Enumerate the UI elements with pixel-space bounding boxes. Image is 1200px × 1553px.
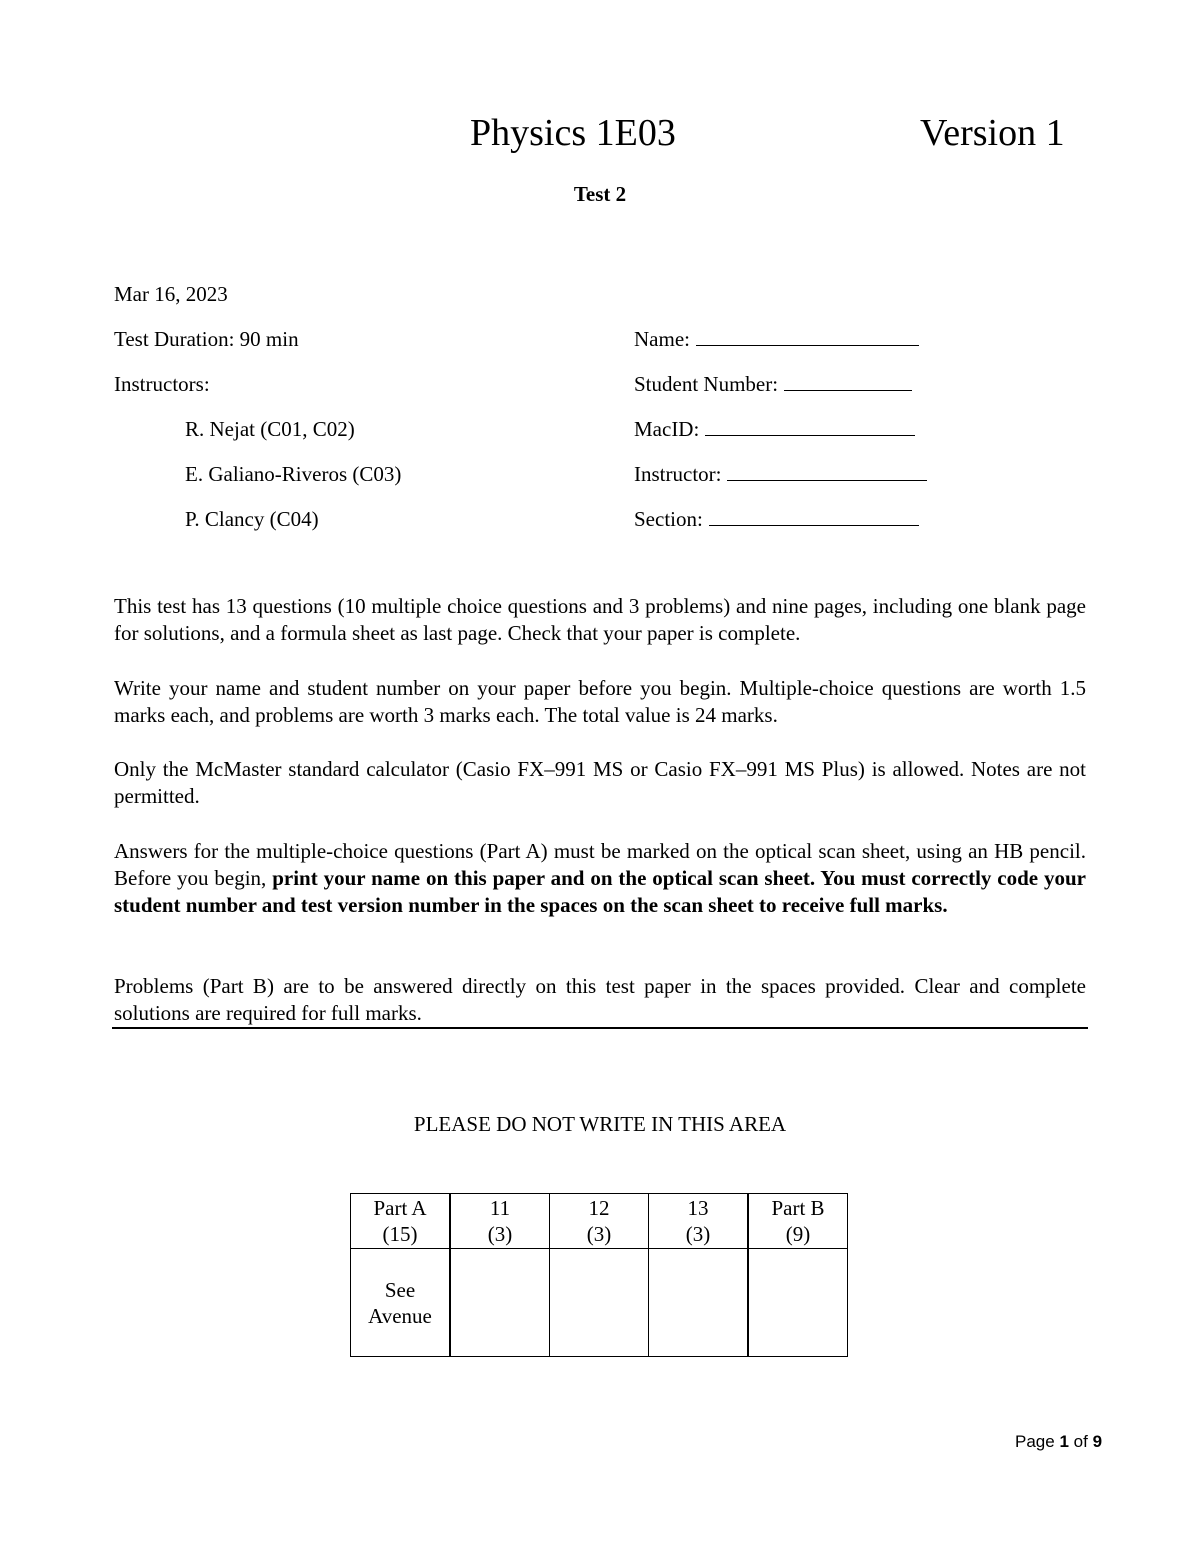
instructor-label: Instructor: bbox=[634, 462, 722, 486]
instructions-paragraph-4 bbox=[114, 838, 1086, 919]
column-marks: (3) bbox=[685, 1222, 711, 1246]
instructions-paragraph-2: Write your name and student number on your paper before you begin. Multiple-choice questions are worth 1.5 marks each, and problems are worth 3 marks each. The total value is 24 marks. bbox=[114, 676, 1086, 727]
page-total: 9 bbox=[1092, 1432, 1103, 1451]
column-marks: (9) bbox=[785, 1222, 811, 1246]
column-label: 13 bbox=[687, 1196, 709, 1220]
section-blank[interactable] bbox=[709, 506, 919, 526]
section-field[interactable] bbox=[634, 506, 919, 532]
column-label: 11 bbox=[489, 1196, 511, 1220]
instructor-entry: R. Nejat (C01, C02) bbox=[185, 417, 355, 441]
instructions-paragraph-1: This test has 13 questions (10 multiple choice questions and 3 problems) and nine pages, including one blank page for solutions, and a formula sheet as last page. Check that your paper is complete. bbox=[114, 594, 1086, 645]
marks-table bbox=[350, 1193, 848, 1357]
of-label: of bbox=[1073, 1432, 1088, 1451]
version-label: Version 1 bbox=[920, 112, 1065, 154]
page-label: Page bbox=[1015, 1432, 1055, 1451]
marks-header-q13 bbox=[649, 1194, 749, 1249]
marks-header-q11 bbox=[450, 1194, 550, 1249]
test-date: Mar 16, 2023 bbox=[114, 282, 228, 306]
macid-field[interactable] bbox=[634, 416, 915, 442]
student-number-label: Student Number: bbox=[634, 372, 779, 396]
instructions-p4-bold: print your name on this paper and on the optical scan sheet. You must correctly code your student number and test version number in the spaces on the scan sheet to receive full marks. bbox=[114, 866, 1086, 917]
instructor-field[interactable] bbox=[634, 461, 927, 487]
page-number bbox=[1015, 1432, 1102, 1452]
marks-header-part-a bbox=[351, 1194, 451, 1249]
instructions-paragraph-5: Problems (Part B) are to be answered directly on this test paper in the spaces provided. Clear and complete solutions are required for full marks. bbox=[114, 974, 1086, 1025]
part-a-note: Avenue bbox=[368, 1303, 432, 1328]
marks-header-part-b bbox=[748, 1194, 848, 1249]
column-marks: (3) bbox=[586, 1222, 612, 1246]
part-a-note: See bbox=[384, 1277, 416, 1302]
instructors-label: Instructors: bbox=[114, 372, 210, 396]
marks-cell-q13 bbox=[649, 1249, 749, 1357]
do-not-write-notice: PLEASE DO NOT WRITE IN THIS AREA bbox=[413, 1112, 787, 1136]
section-label: Section: bbox=[634, 507, 703, 531]
student-number-field[interactable] bbox=[634, 371, 912, 397]
instructor-entry: P. Clancy (C04) bbox=[185, 507, 319, 531]
page-current: 1 bbox=[1059, 1432, 1069, 1451]
test-duration: Test Duration: 90 min bbox=[114, 327, 299, 351]
marks-header-q12 bbox=[550, 1194, 649, 1249]
student-number-blank[interactable] bbox=[784, 371, 912, 391]
name-label: Name: bbox=[634, 327, 690, 351]
marks-cell-q12 bbox=[550, 1249, 649, 1357]
column-label: Part A bbox=[373, 1196, 427, 1220]
test-title: Test 2 bbox=[573, 182, 627, 206]
name-blank[interactable] bbox=[696, 326, 919, 346]
macid-blank[interactable] bbox=[705, 416, 915, 436]
course-title: Physics 1E03 bbox=[470, 112, 676, 154]
macid-label: MacID: bbox=[634, 417, 700, 441]
instructor-blank[interactable] bbox=[727, 461, 927, 481]
column-marks: (15) bbox=[382, 1222, 418, 1246]
column-marks: (3) bbox=[487, 1222, 513, 1246]
name-field[interactable] bbox=[634, 326, 919, 352]
instructions-p4-text: Answers for the multiple-choice questions (Part A) must be marked on the optical scan sheet, using an HB pencil. Before you begin, bbox=[114, 839, 1086, 890]
instructions-paragraph-3: Only the McMaster standard calculator (Casio FX–991 MS or Casio FX–991 MS Plus) is allowed. Notes are not permitted. bbox=[114, 757, 1086, 808]
section-divider bbox=[112, 1027, 1088, 1029]
marks-cell-part-a bbox=[351, 1249, 451, 1357]
instructor-entry: E. Galiano-Riveros (C03) bbox=[185, 462, 402, 486]
column-label: Part B bbox=[771, 1196, 825, 1220]
marks-cell-q11 bbox=[450, 1249, 550, 1357]
column-label: 12 bbox=[588, 1196, 610, 1220]
marks-cell-part-b bbox=[748, 1249, 848, 1357]
